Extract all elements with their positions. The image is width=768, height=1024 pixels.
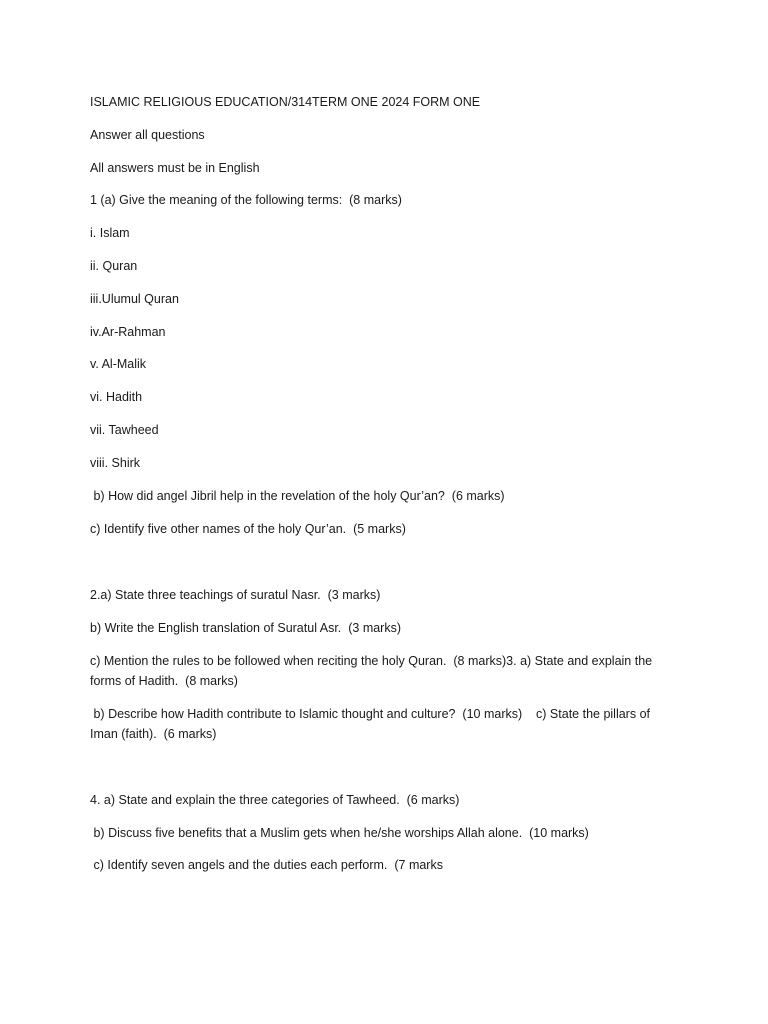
instruction-answer-all: Answer all questions [90,128,205,142]
term-item: v. Al-Malik [90,357,147,371]
question-1a: 1 (a) Give the meaning of the following terms: (8 marks) [90,193,402,207]
instruction-language: All answers must be in English [90,161,260,175]
question-2b: b) Write the English translation of Suratul Asr. (3 marks) [90,621,402,635]
term-item: ii. Quran [90,259,138,273]
question-4b: b) Discuss five benefits that a Muslim gets when he/she worships Allah alone. (10 marks) [90,826,589,840]
question-2c-3a: c) Mention the rules to be followed when reciting the holy Quran. (8 marks)3. a) State and explain the forms of Hadith. (8 marks) [90,654,656,688]
question-4c: c) Identify seven angels and the duties each perform. (7 marks [90,858,443,872]
term-item: iii.Ulumul Quran [90,292,179,306]
term-item: vi. Hadith [90,390,143,404]
question-1b: b) How did angel Jibril help in the revelation of the holy Qur’an? (6 marks) [90,489,505,503]
question-1c: c) Identify five other names of the holy Qur’an. (5 marks) [90,522,406,536]
term-item: i. Islam [90,226,130,240]
exam-header: ISLAMIC RELIGIOUS EDUCATION/314TERM ONE 2024 FORM ONE [90,95,481,109]
term-item: vii. Tawheed [90,423,159,437]
question-3b-3c: b) Describe how Hadith contribute to Islamic thought and culture? (10 marks) c) State the pillars of Iman (faith). (6 marks) [90,707,654,741]
term-item: viii. Shirk [90,456,141,470]
term-item: iv.Ar-Rahman [90,325,166,339]
question-2a: 2.a) State three teachings of suratul Nasr. (3 marks) [90,588,381,602]
question-4a: 4. a) State and explain the three categories of Tawheed. (6 marks) [90,793,460,807]
